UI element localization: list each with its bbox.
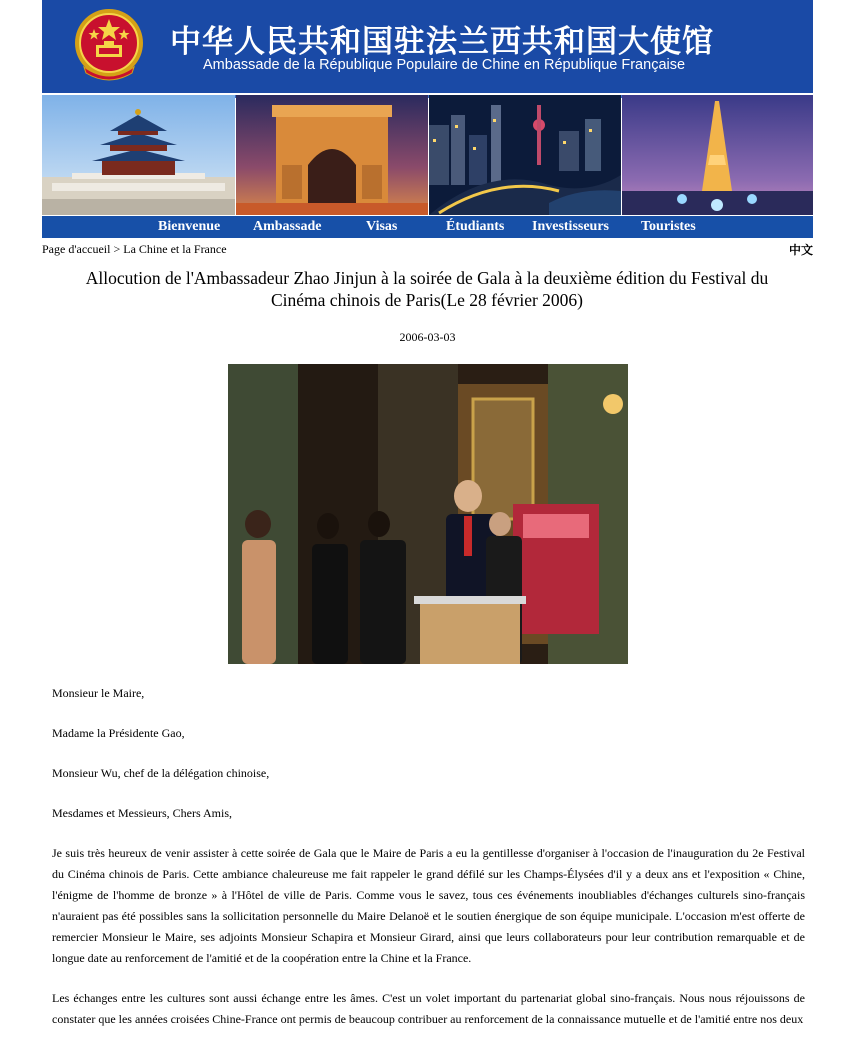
language-switch-chinese[interactable]: 中文 bbox=[788, 243, 813, 257]
nav-etudiants[interactable]: Étudiants bbox=[446, 219, 505, 234]
article-paragraph: Les échanges entre les cultures sont aussi échange entre les âmes. C'est un volet important du partenariat global sino-français. Nous nous réjouissons de constater que les années croisées Chine-France ont permis de beaucoup contribuer au renforcement de la connaissance mutuelle et de l'amitié entre nos deux bbox=[52, 991, 805, 1026]
nav-visas[interactable]: Visas bbox=[366, 219, 398, 234]
breadcrumb-section-link[interactable]: La Chine et la France bbox=[123, 242, 227, 256]
article-paragraph: Monsieur Wu, chef de la délégation chinoise, bbox=[52, 766, 270, 780]
article-paragraph: Mesdames et Messieurs, Chers Amis, bbox=[52, 806, 232, 820]
nav-ambassade[interactable]: Ambassade bbox=[253, 219, 322, 234]
header-photo-strip bbox=[42, 95, 813, 215]
article-paragraph: Madame la Présidente Gao, bbox=[52, 726, 185, 740]
article-photo bbox=[228, 364, 628, 664]
national-emblem-icon bbox=[74, 5, 144, 83]
article-date: 2006-03-03 bbox=[399, 330, 456, 344]
embassy-title-french: Ambassade de la République Populaire de Chine en République Française bbox=[203, 57, 686, 73]
temple-of-heaven-image bbox=[42, 95, 235, 215]
nav-investisseurs[interactable]: Investisseurs bbox=[532, 219, 610, 234]
nav-bienvenue[interactable]: Bienvenue bbox=[158, 219, 221, 234]
article-title: Allocution de l'Ambassadeur Zhao Jinjun à la soirée de Gala à la deuxième édition du Festival du Cinéma chinois de Paris(Le 28 février 2006) bbox=[85, 268, 769, 310]
article-body bbox=[52, 683, 805, 1049]
breadcrumb bbox=[42, 242, 227, 257]
header-banner bbox=[42, 0, 813, 95]
breadcrumb-separator: > bbox=[110, 242, 124, 256]
arc-de-triomphe-image bbox=[236, 95, 428, 215]
article-paragraph: Je suis très heureux de venir assister à cette soirée de Gala que le Maire de Paris a eu la gentillesse d'organiser à l'occasion de l'inauguration du 2e Festival du Cinéma chinois de Paris. Cette ambiance chaleureuse me fait rappeler le grand défilé sur les Champs-Élysées d'il y a deux ans et l'exposition « Chine, l'énigme de l'homme de bronze » à l'Hôtel de ville de Paris. Comme vous le savez, tous ces événements inoubliables d'échanges culturels sino-français n'auraient pas été possibles sans la sollicitation personnelle du Maire Delanoë et le soutien énergique de son équipe municipale. L'occasion m'est offerte de remercier Monsieur le Maire, ses adjoints Monsieur Schapira et Monsieur Girard, ainsi que leurs collaborateurs pour leur contribution remarquable et de longue date au renforcement de l'amitié et de la coopération entre la Chine et la France. bbox=[52, 846, 805, 965]
breadcrumb-home-link[interactable]: Page d'accueil bbox=[42, 242, 111, 256]
article-paragraph: Monsieur le Maire, bbox=[52, 686, 145, 700]
shanghai-night-image bbox=[429, 95, 621, 215]
embassy-title-chinese: 中华人民共和国驻法兰西共和国大使馆 bbox=[170, 24, 714, 60]
nav-touristes[interactable]: Touristes bbox=[641, 219, 696, 234]
main-nav bbox=[42, 216, 813, 238]
eiffel-tower-image bbox=[622, 95, 813, 215]
